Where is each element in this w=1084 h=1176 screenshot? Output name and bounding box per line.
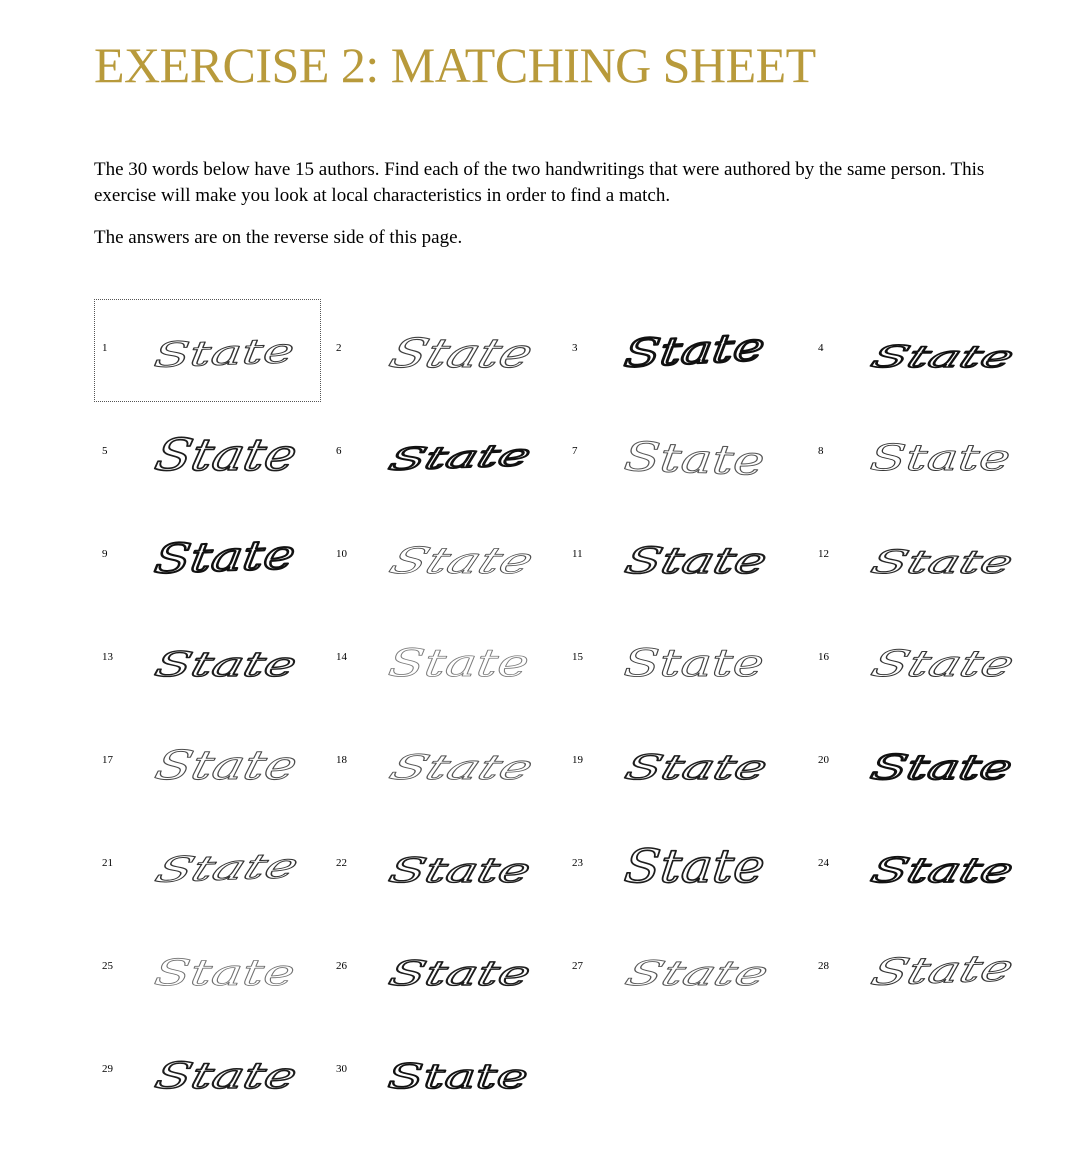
- handwriting-sample: [810, 505, 1044, 608]
- sample-number: 18: [336, 754, 347, 766]
- handwriting-sample-image: [609, 317, 789, 387]
- handwriting-sample: [94, 1020, 328, 1123]
- handwriting-sample: [94, 402, 328, 505]
- handwritten-word: State: [383, 329, 507, 377]
- sample-number: 26: [336, 960, 347, 972]
- sample-number: 23: [572, 857, 583, 869]
- sample-number: 15: [572, 651, 583, 663]
- handwritten-word: State: [866, 339, 960, 375]
- handwriting-sample-image: [855, 935, 1035, 1005]
- sample-number: 21: [102, 857, 113, 869]
- handwriting-sample-image: [855, 523, 1035, 593]
- handwritten-word: State: [384, 439, 476, 478]
- handwritten-word: State: [622, 641, 728, 685]
- handwritten-word: State: [621, 326, 729, 378]
- sample-number: 2: [336, 342, 342, 354]
- handwriting-sample: [564, 814, 798, 917]
- handwriting-sample-image: [139, 832, 319, 902]
- handwritten-word: State: [152, 332, 248, 376]
- sample-number: 25: [102, 960, 113, 972]
- sample-number: 16: [818, 651, 829, 663]
- handwriting-sample: [328, 917, 562, 1020]
- sample-number: 7: [572, 445, 578, 457]
- handwriting-sample: [328, 711, 562, 814]
- handwriting-sample: [328, 299, 562, 402]
- handwriting-sample-image: [855, 420, 1035, 490]
- sample-number: 17: [102, 754, 113, 766]
- handwriting-sample-image: [609, 523, 789, 593]
- handwriting-sample-image: [139, 729, 319, 799]
- handwriting-sample: [564, 505, 798, 608]
- handwriting-sample-image: [139, 420, 319, 490]
- handwriting-sample: [94, 608, 328, 711]
- handwriting-sample-image: [609, 729, 789, 799]
- handwriting-sample-image: [855, 317, 1035, 387]
- handwriting-sample-image: [373, 935, 553, 1005]
- handwritten-word: State: [620, 539, 728, 582]
- handwriting-sample: [328, 608, 562, 711]
- handwriting-sample: [94, 505, 328, 608]
- handwriting-sample: [564, 711, 798, 814]
- handwriting-sample: [810, 814, 1044, 917]
- sample-number: 20: [818, 754, 829, 766]
- handwriting-sample-image: [139, 317, 319, 387]
- handwriting-sample-image: [373, 1038, 553, 1108]
- handwritten-word: State: [150, 1054, 258, 1097]
- sample-number: 9: [102, 548, 108, 560]
- sample-row: [94, 1020, 994, 1123]
- handwritten-word: State: [867, 748, 967, 788]
- handwriting-sample: [94, 917, 328, 1020]
- sample-row: [94, 711, 994, 814]
- handwriting-sample: [564, 608, 798, 711]
- handwritten-word: State: [150, 430, 280, 481]
- handwritten-word: State: [151, 951, 255, 994]
- handwriting-sample-image: [373, 317, 553, 387]
- page-title: EXERCISE 2: MATCHING SHEET: [94, 37, 816, 93]
- handwritten-word: State: [620, 748, 723, 788]
- handwriting-sample: [564, 402, 798, 505]
- intro-paragraph: The 30 words below have 15 authors. Find each of the two handwritings that were authored by the same person. This exercise will make you look at local characteristics in order to find a match.: [94, 159, 985, 206]
- sample-row: [94, 917, 994, 1020]
- handwritten-word: State: [621, 839, 751, 893]
- handwriting-sample-image: [373, 523, 553, 593]
- handwriting-sample: [564, 299, 798, 402]
- handwriting-sample-image: [609, 935, 789, 1005]
- handwritten-word: State: [866, 851, 969, 891]
- sample-row: [94, 814, 994, 917]
- sample-number: 11: [572, 548, 583, 560]
- handwriting-sample-image: [609, 832, 789, 902]
- handwriting-grid: [94, 299, 994, 1123]
- handwritten-word: State: [384, 954, 486, 994]
- handwriting-sample: [810, 608, 1044, 711]
- handwritten-word: State: [621, 434, 734, 484]
- handwriting-sample: [810, 917, 1044, 1020]
- handwriting-sample-image: [373, 832, 553, 902]
- handwriting-sample: [810, 299, 1044, 402]
- sample-number: 3: [572, 342, 578, 354]
- handwritten-word: State: [150, 645, 252, 685]
- sample-number: 1: [102, 342, 108, 354]
- sample-row: [94, 402, 994, 505]
- handwriting-sample: [328, 402, 562, 505]
- answers-note: The answers are on the reverse side of this page.: [94, 227, 463, 248]
- sample-number: 8: [818, 445, 824, 457]
- sample-number: 14: [336, 651, 347, 663]
- sample-row: [94, 299, 994, 402]
- sample-row: [94, 608, 994, 711]
- handwritten-word: State: [384, 851, 486, 891]
- handwriting-sample: [328, 814, 562, 917]
- handwriting-sample: [94, 299, 328, 402]
- handwritten-word: State: [385, 642, 494, 686]
- sample-number: 19: [572, 754, 583, 766]
- handwritten-word: State: [383, 748, 491, 788]
- handwriting-sample-image: [373, 729, 553, 799]
- handwriting-sample: [810, 402, 1044, 505]
- sample-number: 22: [336, 857, 347, 869]
- handwriting-sample-image: [139, 523, 319, 593]
- sample-number: 10: [336, 548, 347, 560]
- sample-number: 13: [102, 651, 113, 663]
- handwritten-word: State: [383, 539, 497, 582]
- handwritten-word: State: [386, 1057, 481, 1097]
- handwriting-sample: [564, 917, 798, 1020]
- handwritten-word: State: [868, 437, 969, 479]
- handwritten-word: State: [149, 847, 256, 891]
- handwritten-word: State: [151, 532, 266, 583]
- sample-number: 28: [818, 960, 829, 972]
- sample-number: 4: [818, 342, 824, 354]
- handwriting-sample: [94, 711, 328, 814]
- handwriting-sample-image: [609, 626, 789, 696]
- sample-number: 5: [102, 445, 108, 457]
- handwritten-word: State: [866, 543, 964, 581]
- sample-number: 30: [336, 1063, 347, 1075]
- handwriting-sample-image: [139, 935, 319, 1005]
- handwriting-sample-image: [855, 729, 1035, 799]
- handwriting-sample: [810, 711, 1044, 814]
- handwritten-word: State: [619, 954, 726, 994]
- handwritten-word: State: [150, 741, 270, 789]
- sample-row: [94, 505, 994, 608]
- sample-number: 29: [102, 1063, 113, 1075]
- handwriting-sample-image: [139, 1038, 319, 1108]
- sample-number: 12: [818, 548, 829, 560]
- handwriting-sample-image: [139, 626, 319, 696]
- handwriting-sample-image: [373, 626, 553, 696]
- sample-number: 27: [572, 960, 583, 972]
- handwritten-word: State: [866, 642, 977, 685]
- sample-number: 6: [336, 445, 342, 457]
- handwriting-sample-image: [855, 626, 1035, 696]
- handwriting-sample: [328, 1020, 562, 1123]
- handwriting-sample: [94, 814, 328, 917]
- handwriting-sample-image: [855, 832, 1035, 902]
- sample-number: 24: [818, 857, 829, 869]
- handwriting-sample-image: [373, 420, 553, 490]
- handwriting-sample: [328, 505, 562, 608]
- handwritten-word: State: [866, 948, 975, 994]
- handwriting-sample-image: [609, 420, 789, 490]
